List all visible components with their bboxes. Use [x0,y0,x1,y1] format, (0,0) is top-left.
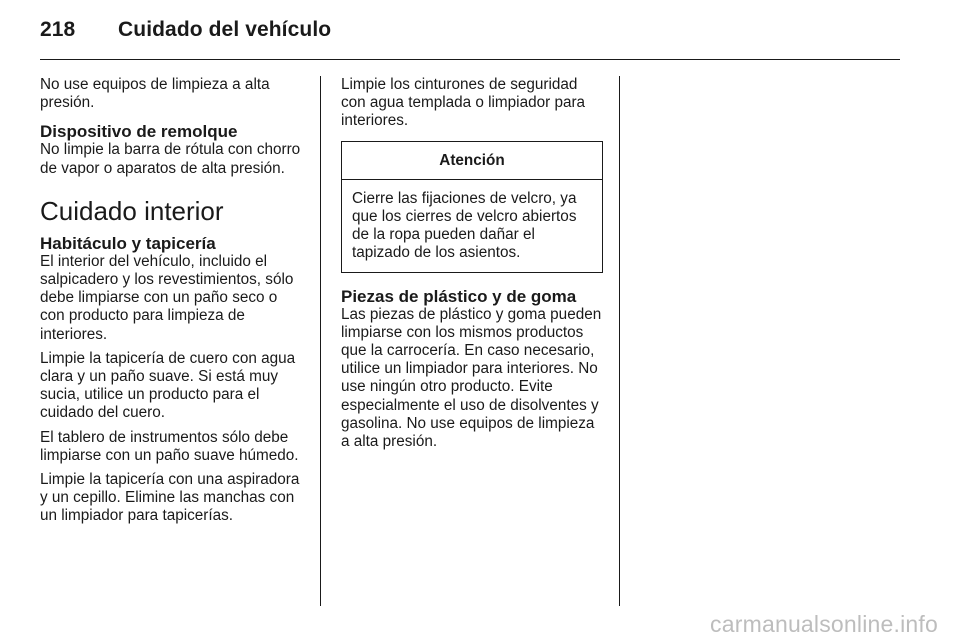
leather-paragraph: Limpie la tapicería de cuero con agua clara y un paño suave. Si está muy sucia, utilice un producto para el cuidado del cuero. [40,349,296,422]
column-divider-left [320,76,321,606]
upholstery-paragraph: Limpie la tapicería con una aspiradora y un cepillo. Elimine las manchas con un limpiador para tapicerías. [40,471,300,525]
column-middle [341,76,603,457]
belts-paragraph: Limpie los cinturones de seguridad con agua templada o limpiador para interiores. [341,76,586,130]
page-number: 218 [40,18,76,41]
notice-text: Cierre las fijaciones de velcro, ya que los cierres de velcro abiertos de la ropa pueden dañar el tapizado de los asientos. [352,189,577,262]
interior-care-heading: Cuidado interior [40,195,224,226]
towing-heading: Dispositivo de remolque [40,122,238,142]
plastic-paragraph: Las piezas de plástico y goma pueden limpiarse con los mismos productos que la carrocería. En caso necesario, utilice un limpiador para interiores. No use ningún otro producto. Evite especialmente el uso de disolventes y gasolina. No use equipos de limpieza a alta presión. [341,305,602,451]
cabin-paragraph: El interior del vehículo, incluido el salpicadero y los revestimientos, sólo debe limpiarse con un paño seco o con producto para limpieza de interiores. [40,252,294,343]
dashboard-paragraph: El tablero de instrumentos sólo debe limpiarse con un paño suave húmedo. [40,428,299,464]
towing-paragraph: No limpie la barra de rótula con chorro de vapor o aparatos de alta presión. [40,141,301,177]
intro-paragraph: No use equipos de limpieza a alta presión. [40,76,270,112]
cabin-heading: Habitáculo y tapicería [40,233,216,253]
notice-box [341,141,603,273]
section-title: Cuidado del vehículo [118,18,332,41]
column-divider-right [619,76,620,606]
watermark: carmanualsonline.info [710,611,938,637]
column-left [40,76,306,532]
header-rule [40,59,900,60]
page-header [40,18,331,42]
plastic-heading: Piezas de plástico y de goma [341,286,577,306]
notice-title: Atención [342,142,602,180]
